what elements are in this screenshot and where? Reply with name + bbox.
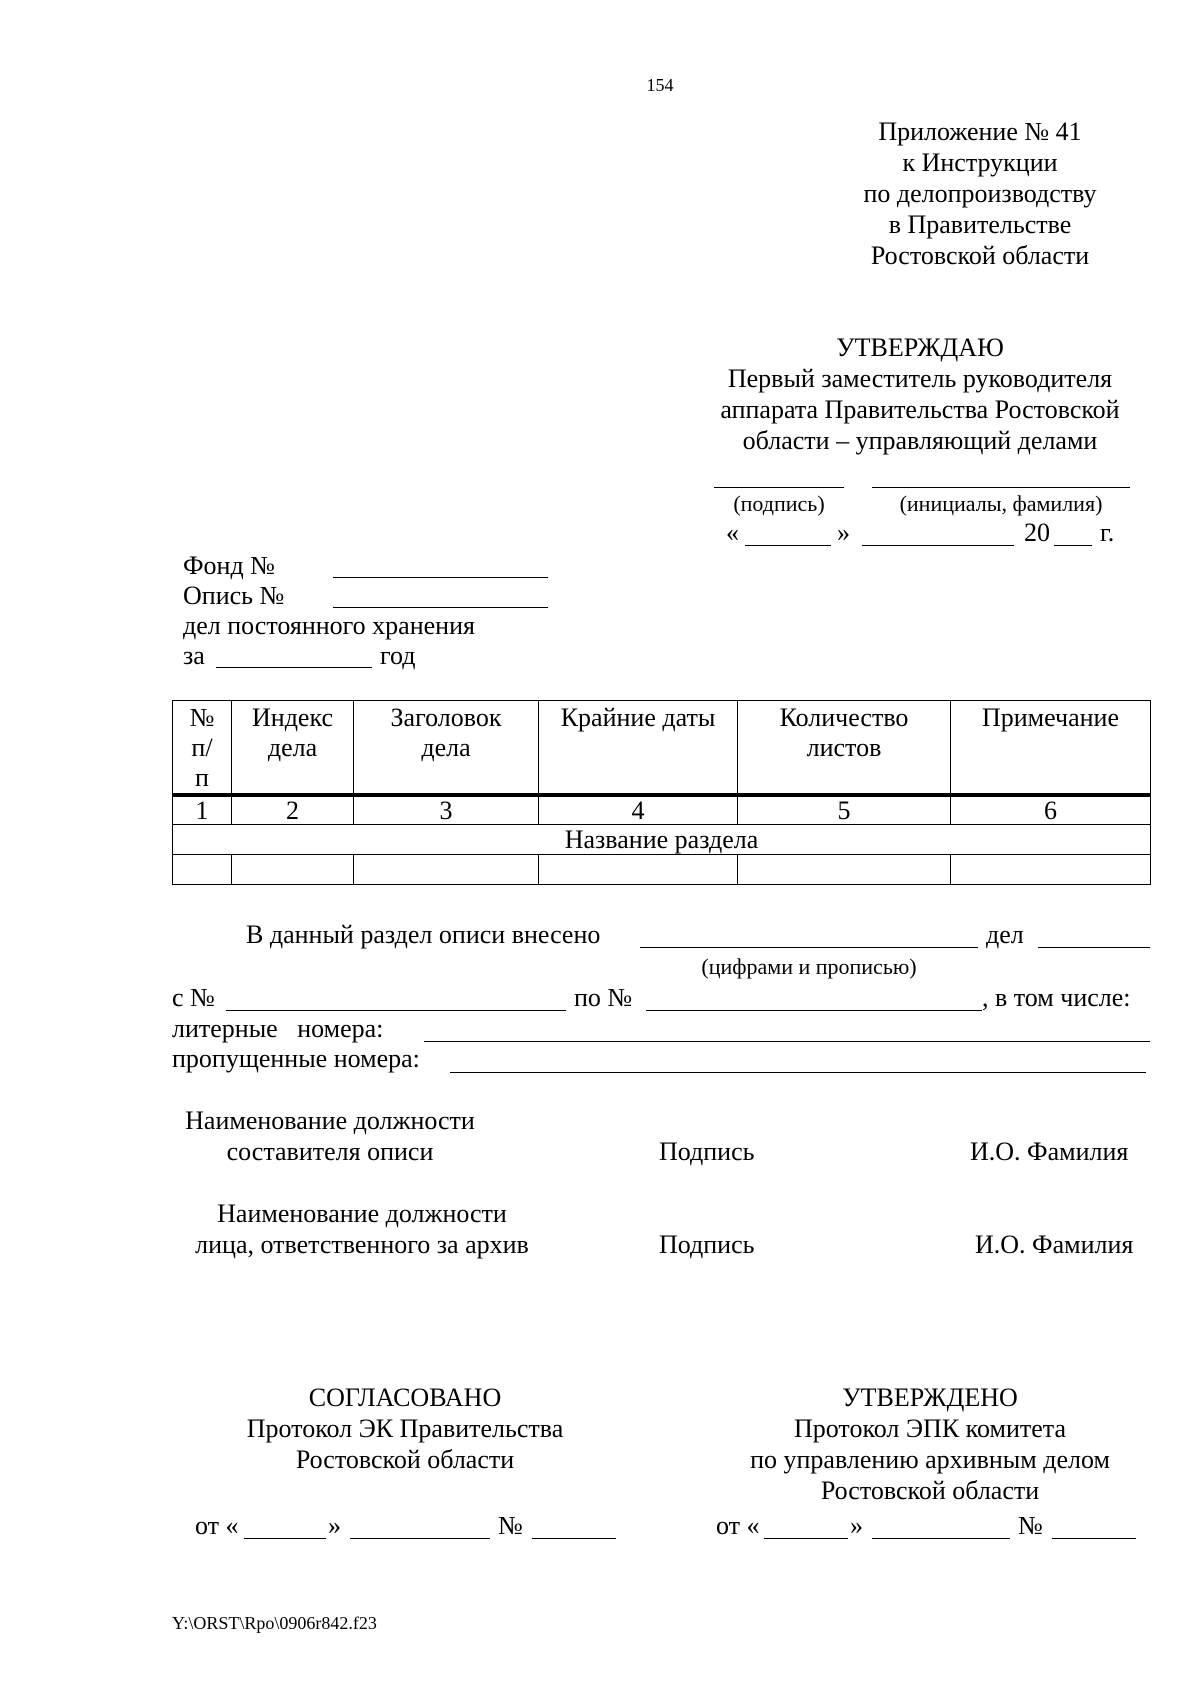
agreed-no-label: № <box>498 1511 523 1540</box>
opis-label: Опись № <box>183 581 285 610</box>
column-number-row <box>173 795 1151 825</box>
approved-line: Протокол ЭПК комитета <box>794 1414 1066 1443</box>
approved-no-label: № <box>1018 1511 1043 1540</box>
table-cell[interactable] <box>173 855 232 885</box>
appendix-line: по делопроизводству <box>863 179 1097 208</box>
agreed-line: Протокол ЭК Правительства <box>246 1414 564 1443</box>
year-prefix: 20 <box>1024 518 1050 547</box>
appendix-line: в Правительстве <box>888 210 1072 239</box>
column-number: 5 <box>738 795 951 825</box>
approved-block <box>700 1382 1160 1506</box>
compiler-name: И.О. Фамилия <box>970 1137 1129 1166</box>
header-cell: № п/ п <box>173 701 232 796</box>
agreed-close-quote: » <box>328 1511 341 1540</box>
fond-line[interactable] <box>333 577 548 578</box>
appendix-line: Приложение № 41 <box>878 117 1082 146</box>
including-label: , в том числе: <box>982 983 1131 1012</box>
page-number: 154 <box>646 75 674 95</box>
agreed-title: СОГЛАСОВАНО <box>308 1383 502 1412</box>
agreed-line: Ростовской области <box>295 1445 515 1474</box>
archivist-sign: Подпись <box>659 1230 755 1259</box>
date-day-line[interactable] <box>745 545 831 546</box>
to-number-line[interactable] <box>646 1010 982 1011</box>
table-row <box>173 855 1151 885</box>
date-close-quote: » <box>837 518 850 547</box>
agreed-number-line[interactable] <box>532 1538 616 1539</box>
za-label: за <box>183 641 205 670</box>
agreed-from-label: от « <box>195 1511 239 1540</box>
column-number: 6 <box>951 795 1151 825</box>
section-title-row <box>173 825 1151 855</box>
approved-title: УТВЕРЖДЕНО <box>842 1383 1018 1412</box>
opis-line[interactable] <box>333 607 548 608</box>
fond-label: Фонд № <box>183 551 275 580</box>
date-month-line[interactable] <box>862 545 1014 546</box>
header-cell: Примечание <box>951 701 1151 796</box>
missed-numbers-line[interactable] <box>450 1072 1146 1073</box>
from-number-line[interactable] <box>226 1010 566 1011</box>
agreed-day-line[interactable] <box>244 1538 326 1539</box>
appendix-block <box>800 116 1160 271</box>
approve-line: области – управляющий делами <box>742 426 1098 455</box>
column-number: 3 <box>354 795 539 825</box>
agreed-block <box>200 1382 610 1475</box>
signature-line[interactable] <box>714 487 844 488</box>
approved-line: Ростовской области <box>820 1476 1040 1505</box>
name-line[interactable] <box>872 487 1130 488</box>
from-number-label: с № <box>172 983 215 1012</box>
inventory-table <box>172 700 1151 885</box>
table-header-row <box>173 701 1151 796</box>
del-count-line[interactable] <box>1038 947 1150 948</box>
year-suffix: г. <box>1100 518 1115 547</box>
name-caption: (инициалы, фамилия) <box>899 491 1103 516</box>
approve-block <box>690 332 1150 456</box>
compiler-position: Наименование должности составителя описи <box>185 1106 475 1166</box>
table-cell[interactable] <box>738 855 951 885</box>
table-cell[interactable] <box>232 855 354 885</box>
appendix-line: Ростовской области <box>870 241 1090 270</box>
archivist-name: И.О. Фамилия <box>975 1230 1134 1259</box>
table-cell[interactable] <box>539 855 738 885</box>
header-cell: Крайние даты <box>539 701 738 796</box>
table-cell[interactable] <box>354 855 539 885</box>
approved-line: по управлению архивным делом <box>750 1445 1110 1474</box>
column-number: 2 <box>232 795 354 825</box>
section-title: Название раздела <box>173 825 1151 855</box>
approved-number-line[interactable] <box>1052 1538 1136 1539</box>
compiler-sign: Подпись <box>659 1137 755 1166</box>
column-number: 4 <box>539 795 738 825</box>
god-label: год <box>380 641 416 670</box>
missed-numbers-label: пропущенные номера: <box>172 1044 420 1073</box>
count-caption: (цифрами и прописью) <box>701 954 917 979</box>
storage-label: дел постоянного хранения <box>183 611 475 640</box>
appendix-line: к Инструкции <box>902 148 1058 177</box>
approved-day-line[interactable] <box>764 1538 848 1539</box>
year-line[interactable] <box>1054 545 1092 546</box>
date-open-quote: « <box>726 518 739 547</box>
approved-close-quote: » <box>850 1511 863 1540</box>
header-cell: Заголовок дела <box>354 701 539 796</box>
archivist-position: Наименование должности лица, ответственного за архив <box>195 1199 529 1259</box>
count-line[interactable] <box>640 947 978 948</box>
year-period-line[interactable] <box>216 667 372 668</box>
header-cell: Количество листов <box>738 701 951 796</box>
agreed-month-line[interactable] <box>350 1538 490 1539</box>
header-cell: Индекс дела <box>232 701 354 796</box>
approved-from-label: от « <box>716 1511 760 1540</box>
column-number: 1 <box>173 795 232 825</box>
approve-line: Первый заместитель руководителя <box>727 364 1113 393</box>
letter-numbers-line[interactable] <box>424 1041 1150 1042</box>
table-cell[interactable] <box>951 855 1151 885</box>
del-label: дел <box>986 920 1024 949</box>
file-path: Y:\ORST\Rpo\0906r842.f23 <box>172 1613 377 1633</box>
approve-line: аппарата Правительства Ростовской <box>720 395 1120 424</box>
summary-intro: В данный раздел описи внесено <box>246 920 601 949</box>
letter-numbers-label: литерные номера: <box>172 1014 384 1043</box>
sign-caption: (подпись) <box>733 491 825 516</box>
approve-title: УТВЕРЖДАЮ <box>836 333 1004 362</box>
approved-month-line[interactable] <box>872 1538 1010 1539</box>
to-number-label: по № <box>574 983 633 1012</box>
